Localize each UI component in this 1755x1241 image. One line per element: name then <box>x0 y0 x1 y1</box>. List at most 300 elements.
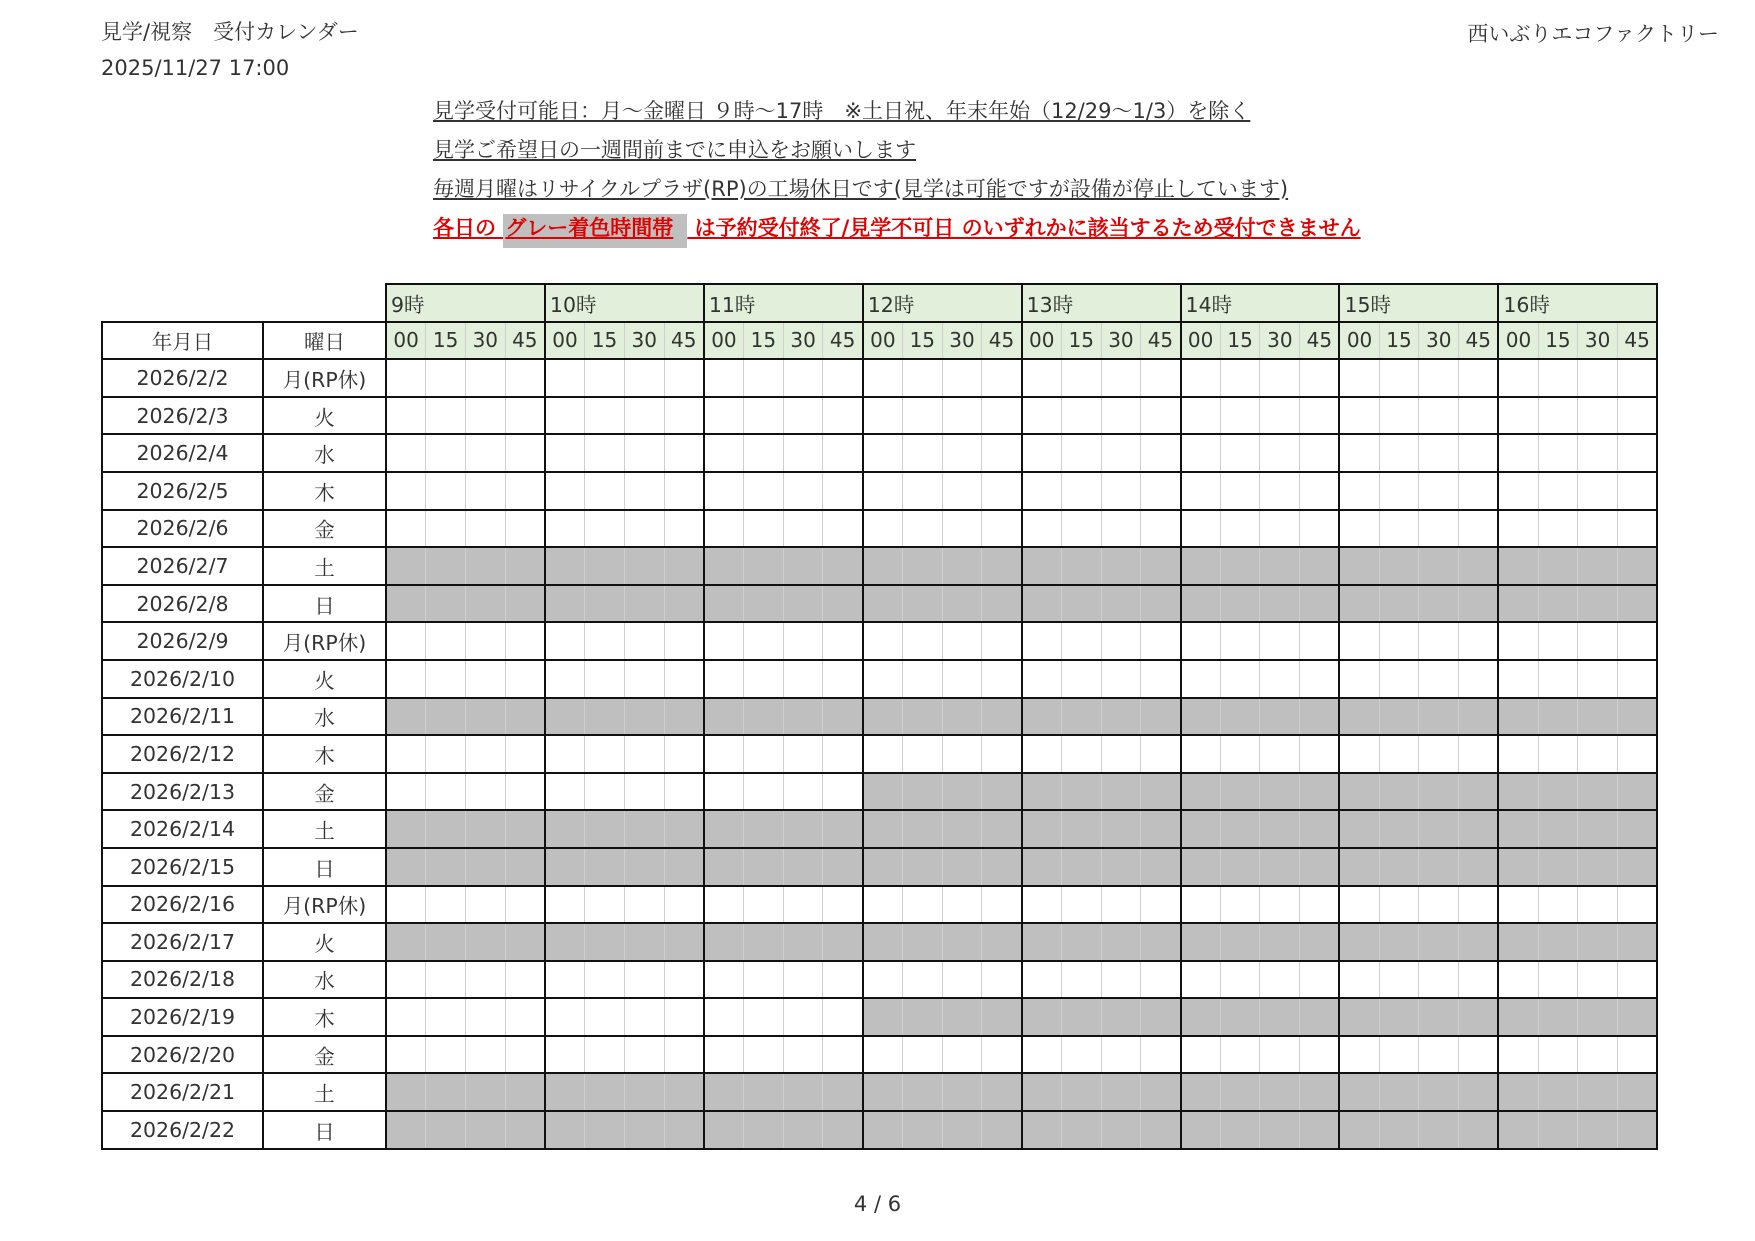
row-weekday: 火 <box>263 397 386 435</box>
time-slot-unavailable <box>664 1111 704 1149</box>
time-slot <box>1101 397 1141 435</box>
time-slot-unavailable <box>1618 547 1658 585</box>
time-slot <box>1578 359 1618 397</box>
minute-header: 45 <box>1300 322 1340 360</box>
time-slot <box>1419 961 1459 999</box>
time-slot <box>664 397 704 435</box>
time-slot <box>1260 472 1300 510</box>
time-slot <box>863 359 903 397</box>
time-slot <box>982 359 1022 397</box>
time-slot <box>1419 622 1459 660</box>
time-slot-unavailable <box>624 810 664 848</box>
time-slot <box>1618 359 1658 397</box>
time-slot <box>585 735 625 773</box>
time-slot <box>1220 510 1260 548</box>
time-slot <box>1220 886 1260 924</box>
row-date: 2026/2/4 <box>102 434 263 472</box>
time-slot <box>545 773 585 811</box>
time-slot <box>664 1036 704 1074</box>
time-slot-unavailable <box>942 773 982 811</box>
time-slot <box>982 472 1022 510</box>
time-slot <box>585 773 625 811</box>
row-date: 2026/2/2 <box>102 359 263 397</box>
time-slot <box>1022 660 1062 698</box>
time-slot-unavailable <box>744 547 784 585</box>
time-slot-unavailable <box>1538 547 1578 585</box>
time-slot-unavailable <box>942 698 982 736</box>
time-slot-unavailable <box>1379 1111 1419 1149</box>
time-slot-unavailable <box>1300 848 1340 886</box>
row-weekday: 木 <box>263 998 386 1036</box>
time-slot <box>982 622 1022 660</box>
time-slot-unavailable <box>823 698 863 736</box>
calendar-row <box>102 1036 1657 1074</box>
time-slot-unavailable <box>863 547 903 585</box>
time-slot <box>783 886 823 924</box>
time-slot <box>1101 510 1141 548</box>
time-slot <box>1419 434 1459 472</box>
time-slot <box>902 1036 942 1074</box>
time-slot <box>942 735 982 773</box>
time-slot-unavailable <box>1101 585 1141 623</box>
time-slot <box>1101 434 1141 472</box>
time-slot-unavailable <box>1260 547 1300 585</box>
time-slot <box>664 510 704 548</box>
time-slot <box>704 773 744 811</box>
time-slot <box>1379 434 1419 472</box>
time-slot-unavailable <box>1141 547 1181 585</box>
time-slot <box>1339 397 1379 435</box>
time-slot-unavailable <box>664 1073 704 1111</box>
time-slot <box>823 773 863 811</box>
time-slot-unavailable <box>505 547 545 585</box>
time-slot <box>1061 961 1101 999</box>
time-slot-unavailable <box>1061 698 1101 736</box>
time-slot <box>1419 660 1459 698</box>
time-slot-unavailable <box>744 585 784 623</box>
row-weekday: 水 <box>263 698 386 736</box>
time-slot-unavailable <box>902 1073 942 1111</box>
time-slot-unavailable <box>545 585 585 623</box>
minute-header: 45 <box>505 322 545 360</box>
time-slot-unavailable <box>783 547 823 585</box>
time-slot-unavailable <box>1300 1111 1340 1149</box>
minute-header: 15 <box>1220 322 1260 360</box>
time-slot <box>1498 660 1538 698</box>
hour-header: 13時 <box>1022 284 1181 322</box>
time-slot-unavailable <box>1379 848 1419 886</box>
time-slot <box>1578 434 1618 472</box>
time-slot <box>1300 359 1340 397</box>
time-slot <box>624 886 664 924</box>
time-slot-unavailable <box>664 547 704 585</box>
row-date: 2026/2/16 <box>102 886 263 924</box>
time-slot-unavailable <box>664 923 704 961</box>
time-slot <box>664 472 704 510</box>
time-slot-unavailable <box>704 1111 744 1149</box>
time-slot <box>783 773 823 811</box>
time-slot-unavailable <box>982 810 1022 848</box>
time-slot <box>1498 622 1538 660</box>
time-slot <box>545 434 585 472</box>
time-slot <box>1339 359 1379 397</box>
time-slot-unavailable <box>585 1111 625 1149</box>
time-slot-unavailable <box>1181 848 1221 886</box>
minute-header: 00 <box>1339 322 1379 360</box>
time-slot-unavailable <box>942 1073 982 1111</box>
time-slot <box>465 359 505 397</box>
time-slot <box>505 1036 545 1074</box>
time-slot <box>1022 1036 1062 1074</box>
minute-header-row <box>102 322 1657 360</box>
time-slot <box>1379 1036 1419 1074</box>
time-slot <box>1220 1036 1260 1074</box>
time-slot-unavailable <box>1300 998 1340 1036</box>
time-slot-unavailable <box>1260 1111 1300 1149</box>
time-slot <box>1141 434 1181 472</box>
time-slot <box>1260 510 1300 548</box>
time-slot <box>1181 886 1221 924</box>
time-slot <box>1101 735 1141 773</box>
minute-header: 30 <box>624 322 664 360</box>
time-slot <box>664 773 704 811</box>
time-slot-unavailable <box>545 810 585 848</box>
page-number: 4 / 6 <box>853 1192 902 1216</box>
time-slot <box>942 397 982 435</box>
time-slot <box>1101 961 1141 999</box>
time-slot-unavailable <box>744 1073 784 1111</box>
time-slot-unavailable <box>1379 810 1419 848</box>
time-slot <box>545 735 585 773</box>
time-slot-unavailable <box>1339 773 1379 811</box>
time-slot-unavailable <box>982 698 1022 736</box>
time-slot-unavailable <box>1339 998 1379 1036</box>
calendar-row <box>102 510 1657 548</box>
calendar-row <box>102 698 1657 736</box>
time-slot-unavailable <box>1300 773 1340 811</box>
time-slot-unavailable <box>1339 848 1379 886</box>
time-slot-unavailable <box>1141 698 1181 736</box>
time-slot-unavailable <box>1578 547 1618 585</box>
time-slot-unavailable <box>624 698 664 736</box>
time-slot <box>704 510 744 548</box>
time-slot-unavailable <box>1419 848 1459 886</box>
time-slot <box>624 472 664 510</box>
time-slot <box>783 961 823 999</box>
time-slot-unavailable <box>465 547 505 585</box>
time-slot <box>1498 961 1538 999</box>
time-slot-unavailable <box>704 810 744 848</box>
time-slot-unavailable <box>1419 547 1459 585</box>
time-slot-unavailable <box>783 810 823 848</box>
time-slot-unavailable <box>1538 1073 1578 1111</box>
time-slot-unavailable <box>1181 1111 1221 1149</box>
time-slot-unavailable <box>1538 773 1578 811</box>
time-slot-unavailable <box>1379 585 1419 623</box>
time-slot <box>585 886 625 924</box>
time-slot <box>1061 1036 1101 1074</box>
minute-header: 15 <box>1379 322 1419 360</box>
time-slot <box>1459 434 1499 472</box>
calendar-row <box>102 434 1657 472</box>
time-slot <box>823 359 863 397</box>
time-slot-unavailable <box>1379 923 1419 961</box>
time-slot <box>1379 735 1419 773</box>
time-slot-unavailable <box>1618 810 1658 848</box>
time-slot-unavailable <box>1260 923 1300 961</box>
time-slot-unavailable <box>1061 998 1101 1036</box>
time-slot <box>1260 660 1300 698</box>
time-slot <box>783 472 823 510</box>
time-slot-unavailable <box>1578 810 1618 848</box>
time-slot <box>1260 886 1300 924</box>
time-slot <box>1578 961 1618 999</box>
time-slot-unavailable <box>465 1073 505 1111</box>
time-slot <box>1101 886 1141 924</box>
time-slot <box>505 660 545 698</box>
time-slot <box>585 622 625 660</box>
time-slot <box>823 510 863 548</box>
time-slot-unavailable <box>823 547 863 585</box>
calendar-row <box>102 998 1657 1036</box>
time-slot <box>1022 472 1062 510</box>
facility-name: 西いぶりエコファクトリー <box>1467 22 1719 46</box>
time-slot <box>704 961 744 999</box>
time-slot <box>1538 434 1578 472</box>
time-slot <box>505 510 545 548</box>
time-slot <box>1022 961 1062 999</box>
time-slot <box>426 472 466 510</box>
row-date: 2026/2/9 <box>102 622 263 660</box>
time-slot <box>386 472 426 510</box>
time-slot-unavailable <box>1220 698 1260 736</box>
time-slot-unavailable <box>1061 923 1101 961</box>
time-slot <box>783 434 823 472</box>
time-slot <box>1379 660 1419 698</box>
time-slot-unavailable <box>1419 998 1459 1036</box>
time-slot <box>902 735 942 773</box>
time-slot <box>1578 397 1618 435</box>
time-slot-unavailable <box>1022 848 1062 886</box>
hour-header-row <box>102 284 1657 322</box>
time-slot <box>1181 397 1221 435</box>
time-slot-unavailable <box>1181 998 1221 1036</box>
time-slot-unavailable <box>1618 1111 1658 1149</box>
time-slot <box>1498 510 1538 548</box>
time-slot-unavailable <box>1379 1073 1419 1111</box>
time-slot <box>823 1036 863 1074</box>
row-weekday: 水 <box>263 961 386 999</box>
time-slot-unavailable <box>744 848 784 886</box>
time-slot-unavailable <box>465 585 505 623</box>
time-slot-unavailable <box>1181 698 1221 736</box>
time-slot <box>704 359 744 397</box>
time-slot-unavailable <box>585 547 625 585</box>
hour-header: 15時 <box>1339 284 1498 322</box>
minute-header: 00 <box>1022 322 1062 360</box>
time-slot-unavailable <box>426 923 466 961</box>
time-slot-unavailable <box>982 998 1022 1036</box>
time-slot <box>863 397 903 435</box>
time-slot-unavailable <box>863 585 903 623</box>
time-slot <box>1538 735 1578 773</box>
time-slot-unavailable <box>744 698 784 736</box>
time-slot <box>1141 359 1181 397</box>
time-slot-unavailable <box>1300 698 1340 736</box>
time-slot-unavailable <box>465 1111 505 1149</box>
row-date: 2026/2/6 <box>102 510 263 548</box>
time-slot <box>1379 961 1419 999</box>
time-slot <box>863 472 903 510</box>
time-slot <box>1339 660 1379 698</box>
time-slot-unavailable <box>426 698 466 736</box>
time-slot <box>942 961 982 999</box>
time-slot <box>1459 622 1499 660</box>
note-gray-legend-highlight: グレー着色時間帯 <box>503 214 687 248</box>
time-slot <box>1220 434 1260 472</box>
time-slot <box>1141 397 1181 435</box>
time-slot <box>1339 510 1379 548</box>
time-slot <box>863 735 903 773</box>
row-date: 2026/2/13 <box>102 773 263 811</box>
calendar-row <box>102 810 1657 848</box>
time-slot-unavailable <box>1220 810 1260 848</box>
hour-header: 9時 <box>386 284 545 322</box>
time-slot-unavailable <box>664 585 704 623</box>
time-slot <box>704 434 744 472</box>
time-slot-unavailable <box>585 1073 625 1111</box>
time-slot <box>1101 660 1141 698</box>
time-slot <box>664 622 704 660</box>
time-slot <box>1339 735 1379 773</box>
row-date: 2026/2/20 <box>102 1036 263 1074</box>
time-slot <box>1618 397 1658 435</box>
time-slot-unavailable <box>505 810 545 848</box>
time-slot <box>624 773 664 811</box>
time-slot <box>863 622 903 660</box>
time-slot-unavailable <box>386 810 426 848</box>
time-slot <box>386 359 426 397</box>
time-slot-unavailable <box>982 773 1022 811</box>
time-slot <box>783 510 823 548</box>
minute-header: 30 <box>1419 322 1459 360</box>
time-slot-unavailable <box>783 585 823 623</box>
time-slot <box>902 359 942 397</box>
time-slot <box>465 998 505 1036</box>
time-slot-unavailable <box>823 1111 863 1149</box>
time-slot-unavailable <box>942 1111 982 1149</box>
time-slot <box>942 510 982 548</box>
time-slot-unavailable <box>1260 773 1300 811</box>
time-slot-unavailable <box>1498 810 1538 848</box>
time-slot-unavailable <box>1618 848 1658 886</box>
time-slot <box>902 660 942 698</box>
time-slot <box>1379 472 1419 510</box>
time-slot-unavailable <box>1220 848 1260 886</box>
time-slot <box>942 622 982 660</box>
time-slot-unavailable <box>942 848 982 886</box>
time-slot <box>1220 735 1260 773</box>
time-slot-unavailable <box>1141 848 1181 886</box>
minute-header: 30 <box>942 322 982 360</box>
calendar-row <box>102 585 1657 623</box>
row-date: 2026/2/22 <box>102 1111 263 1149</box>
time-slot-unavailable <box>1498 1111 1538 1149</box>
time-slot-unavailable <box>704 547 744 585</box>
time-slot-unavailable <box>1498 923 1538 961</box>
note-gray-legend-post: は予約受付終了/見学不可日 のいずれかに該当するため受付できません <box>687 216 1361 240</box>
time-slot-unavailable <box>744 810 784 848</box>
time-slot <box>982 660 1022 698</box>
time-slot-unavailable <box>1419 923 1459 961</box>
time-slot <box>426 622 466 660</box>
time-slot-unavailable <box>545 1111 585 1149</box>
time-slot <box>1181 622 1221 660</box>
time-slot-unavailable <box>1061 1073 1101 1111</box>
time-slot-unavailable <box>426 1111 466 1149</box>
time-slot-unavailable <box>505 1073 545 1111</box>
time-slot <box>1181 510 1221 548</box>
time-slot <box>1379 397 1419 435</box>
time-slot <box>1101 472 1141 510</box>
time-slot-unavailable <box>1300 923 1340 961</box>
time-slot-unavailable <box>1459 998 1499 1036</box>
time-slot <box>624 998 664 1036</box>
time-slot <box>1300 472 1340 510</box>
time-slot-unavailable <box>1061 773 1101 811</box>
time-slot <box>545 1036 585 1074</box>
time-slot-unavailable <box>1459 923 1499 961</box>
minute-header: 45 <box>823 322 863 360</box>
time-slot <box>1419 886 1459 924</box>
time-slot-unavailable <box>664 698 704 736</box>
time-slot <box>1220 472 1260 510</box>
time-slot <box>1300 434 1340 472</box>
time-slot <box>1538 510 1578 548</box>
time-slot-unavailable <box>1101 698 1141 736</box>
time-slot <box>386 434 426 472</box>
time-slot-unavailable <box>624 1073 664 1111</box>
time-slot <box>465 622 505 660</box>
time-slot-unavailable <box>982 848 1022 886</box>
time-slot-unavailable <box>1022 773 1062 811</box>
time-slot <box>1419 397 1459 435</box>
time-slot-unavailable <box>1260 585 1300 623</box>
time-slot <box>1419 735 1459 773</box>
time-slot <box>1061 397 1101 435</box>
time-slot-unavailable <box>585 585 625 623</box>
time-slot <box>1578 1036 1618 1074</box>
time-slot <box>744 998 784 1036</box>
time-slot-unavailable <box>942 547 982 585</box>
time-slot <box>823 622 863 660</box>
time-slot-unavailable <box>1618 585 1658 623</box>
time-slot-unavailable <box>624 547 664 585</box>
time-slot-unavailable <box>386 1111 426 1149</box>
time-slot <box>386 622 426 660</box>
time-slot <box>744 397 784 435</box>
time-slot-unavailable <box>1459 848 1499 886</box>
minute-header: 45 <box>982 322 1022 360</box>
minute-header: 00 <box>386 322 426 360</box>
time-slot-unavailable <box>1578 585 1618 623</box>
time-slot <box>823 961 863 999</box>
header-spacer <box>102 284 386 322</box>
time-slot <box>386 1036 426 1074</box>
note-deadline: 見学ご希望日の一週間前までに申込をお願いします <box>433 138 916 162</box>
time-slot-unavailable <box>823 848 863 886</box>
time-slot-unavailable <box>1578 698 1618 736</box>
